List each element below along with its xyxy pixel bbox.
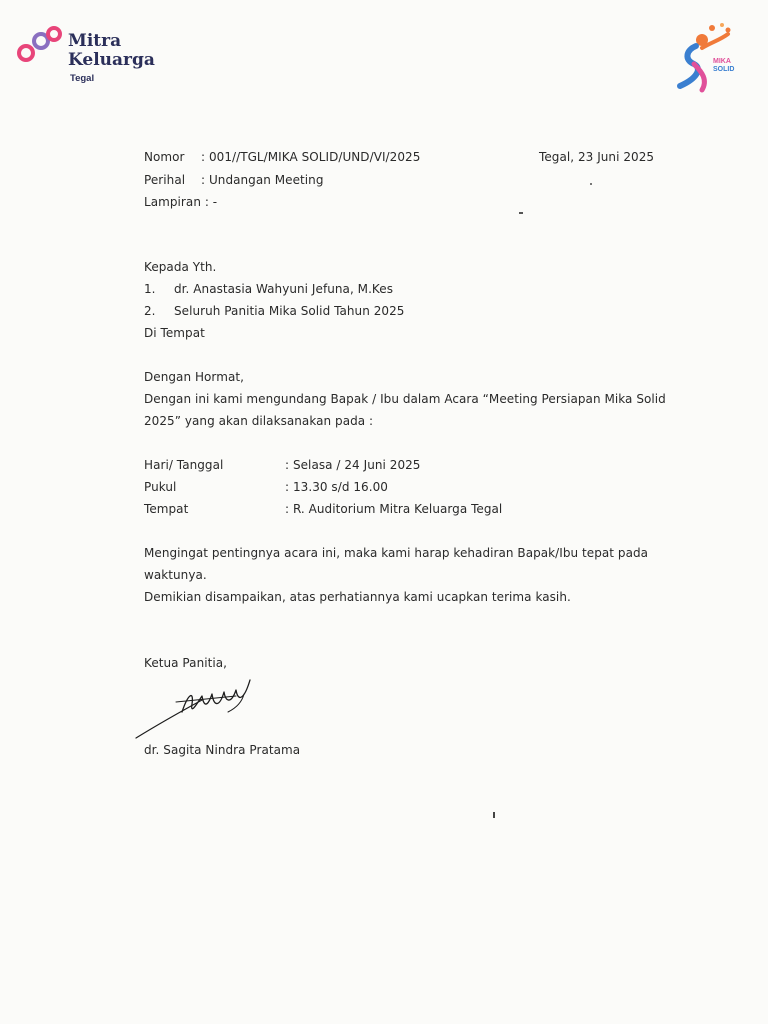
brand-logo bbox=[14, 22, 164, 92]
recipients-intro: Kepada Yth. bbox=[144, 260, 217, 274]
event-logo-line1: MIKA bbox=[713, 58, 731, 65]
perihal-value: : Undangan Meeting bbox=[201, 173, 324, 187]
detail-value-place: : R. Auditorium Mitra Keluarga Tegal bbox=[285, 502, 503, 516]
brand-mark-icon bbox=[14, 24, 70, 68]
paragraph-1-line-1: Dengan ini kami mengundang Bapak / Ibu dalam Acara “Meeting Persiapan Mika Solid bbox=[144, 392, 666, 406]
paragraph-3: Demikian disampaikan, atas perhatiannya kami ucapkan terima kasih. bbox=[144, 590, 571, 604]
greeting: Dengan Hormat, bbox=[144, 370, 244, 384]
detail-label-time: Pukul bbox=[144, 480, 177, 494]
handwritten-signature-icon bbox=[132, 672, 262, 746]
paragraph-2-line-1: Mengingat pentingnya acara ini, maka kami harap kehadiran Bapak/Ibu tepat pada bbox=[144, 546, 649, 560]
letter-date: Tegal, 23 Juni 2025 bbox=[539, 150, 655, 164]
paragraph-2-line-2: waktunya. bbox=[144, 568, 207, 582]
detail-value-date: : Selasa / 24 Juni 2025 bbox=[285, 458, 421, 472]
perihal-label: Perihal bbox=[144, 173, 186, 187]
mika-solid-logo-icon bbox=[672, 20, 742, 94]
recipient-place: Di Tempat bbox=[144, 326, 205, 340]
event-logo-line2: SOLID bbox=[713, 66, 735, 73]
lampiran: Lampiran : - bbox=[144, 195, 218, 209]
signature-title: Ketua Panitia, bbox=[144, 656, 228, 670]
brand-name-line1: Mitra bbox=[68, 31, 122, 51]
scan-speck bbox=[493, 812, 495, 818]
brand-name-line2: Keluarga bbox=[68, 50, 155, 70]
nomor-label: Nomor bbox=[144, 150, 185, 164]
detail-label-place: Tempat bbox=[144, 502, 189, 516]
signature-name: dr. Sagita Nindra Pratama bbox=[144, 743, 301, 757]
scan-speck bbox=[590, 183, 592, 185]
recipient-num-2: 2. bbox=[144, 304, 156, 318]
nomor-value: : 001//TGL/MIKA SOLID/UND/VI/2025 bbox=[201, 150, 421, 164]
scan-speck bbox=[519, 212, 523, 214]
detail-value-time: : 13.30 s/d 16.00 bbox=[285, 480, 388, 494]
recipient-name-1: dr. Anastasia Wahyuni Jefuna, M.Kes bbox=[174, 282, 393, 296]
brand-name-line3: Tegal bbox=[70, 73, 95, 84]
recipient-name-2: Seluruh Panitia Mika Solid Tahun 2025 bbox=[174, 304, 405, 318]
paragraph-1-line-2: 2025” yang akan dilaksanakan pada : bbox=[144, 414, 374, 428]
recipient-num-1: 1. bbox=[144, 282, 156, 296]
detail-label-date: Hari/ Tanggal bbox=[144, 458, 224, 472]
